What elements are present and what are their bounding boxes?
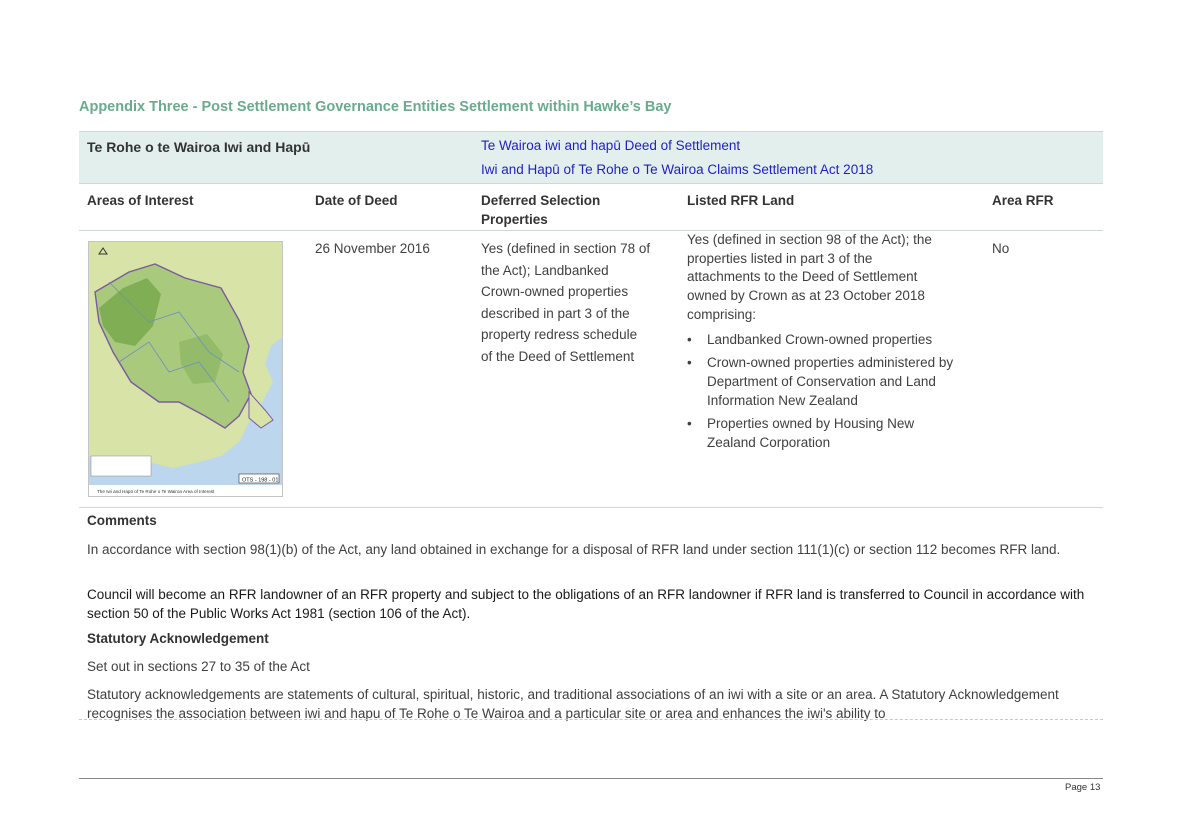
settlement-table	[79, 131, 1103, 508]
bullet-icon: •	[687, 331, 692, 347]
area-rfr-value: No	[992, 241, 1010, 256]
deferred-line: of the Deed of Settlement	[481, 348, 635, 364]
section-divider	[79, 719, 1103, 720]
list-item	[687, 331, 977, 350]
col-areas-of-interest: Areas of Interest	[87, 193, 194, 208]
comments-paragraph-2: Council will become an RFR landowner of an RFR property and subject to the obligations of an RFR landowner if RFR land is transferred to Council in accordance with section 50 of the Public Works Act 1981 (section 106 of the Act).	[87, 587, 1085, 621]
act-link[interactable]: Iwi and Hapū of Te Rohe o Te Wairoa Claims Settlement Act 2018	[481, 162, 874, 177]
appendix-heading: Appendix Three - Post Settlement Governance Entities Settlement within Hawke’s Bay	[79, 99, 672, 115]
comments-paragraph-1: In accordance with section 98(1)(b) of the Act, any land obtained in exchange for a disposal of RFR land under section 111(1)(c) or section 112 becomes RFR land.	[87, 542, 1061, 557]
bullet-line: Information New Zealand	[707, 392, 858, 408]
column-headers	[79, 184, 1103, 231]
list-item	[687, 415, 977, 452]
rfr-line: properties listed in part 3 of the	[687, 250, 873, 266]
comments-section	[87, 513, 1087, 721]
bullet-icon: •	[687, 416, 692, 432]
bullet-line: Zealand Corporation	[707, 435, 831, 451]
statutory-description: Statutory acknowledgements are statements of cultural, spiritual, historic, and traditional associations of an iwi with a site or an area. A Statutory Acknowledgement recognises the association between iwi and hapu of Te Rohe o Te Wairoa and a particular site or area and enhances the iwi's ability to	[87, 687, 1059, 721]
bullet-line: Landbanked Crown-owned properties	[707, 331, 933, 347]
area-of-interest-map[interactable]	[88, 241, 283, 497]
deferred-line: the Act); Landbanked	[481, 262, 609, 278]
group-name: Te Rohe o te Wairoa Iwi and Hapū	[87, 139, 311, 155]
deferred-line: Crown-owned properties	[481, 284, 629, 299]
map-graphic	[89, 242, 282, 496]
col-date-of-deed: Date of Deed	[315, 193, 398, 208]
list-item	[687, 354, 977, 410]
col-deferred-selection	[481, 191, 600, 229]
statutory-acknowledgement-title: Statutory Acknowledgement	[87, 631, 269, 646]
bullet-line: Properties owned by Housing New	[707, 416, 915, 432]
deferred-selection-value	[481, 238, 661, 367]
date-of-deed-value: 26 November 2016	[315, 241, 430, 256]
footer-divider	[79, 778, 1103, 779]
table-row	[79, 231, 1103, 508]
col-deferred-line-2: Properties	[481, 212, 548, 227]
col-deferred-line-1: Deferred Selection	[481, 193, 601, 208]
statutory-sections-text: Set out in sections 27 to 35 of the Act	[87, 659, 310, 674]
bullet-line: Department of Conservation and Land	[707, 373, 936, 389]
col-area-rfr: Area RFR	[992, 193, 1054, 208]
map-caption: The Iwi and Hapū of Te Rohe o Te Wairoa Area of Interest	[97, 489, 215, 494]
bullet-icon: •	[687, 355, 692, 371]
rfr-line: comprising:	[687, 306, 757, 322]
rfr-line: owned by Crown as at 23 October 2018	[687, 288, 925, 304]
rfr-line: attachments to the Deed of Settlement	[687, 269, 918, 285]
bullet-line: Crown-owned properties administered by	[707, 355, 954, 371]
map-code: OTS - 198 - 01	[242, 477, 279, 484]
deferred-line: Yes (defined in section 78 of	[481, 241, 651, 256]
table-group-header	[79, 131, 1103, 184]
comments-title: Comments	[87, 513, 157, 528]
rfr-line: Yes (defined in section 98 of the Act); the	[687, 232, 932, 247]
deferred-line: described in part 3 of the	[481, 305, 630, 321]
deed-link[interactable]: Te Wairoa iwi and hapū Deed of Settlement	[481, 138, 741, 153]
rfr-bullet-list	[687, 331, 977, 453]
page-number: Page 13	[1065, 782, 1101, 793]
listed-rfr-land-value	[687, 231, 977, 458]
col-listed-rfr-land: Listed RFR Land	[687, 193, 795, 208]
deferred-line: property redress schedule	[481, 327, 638, 342]
